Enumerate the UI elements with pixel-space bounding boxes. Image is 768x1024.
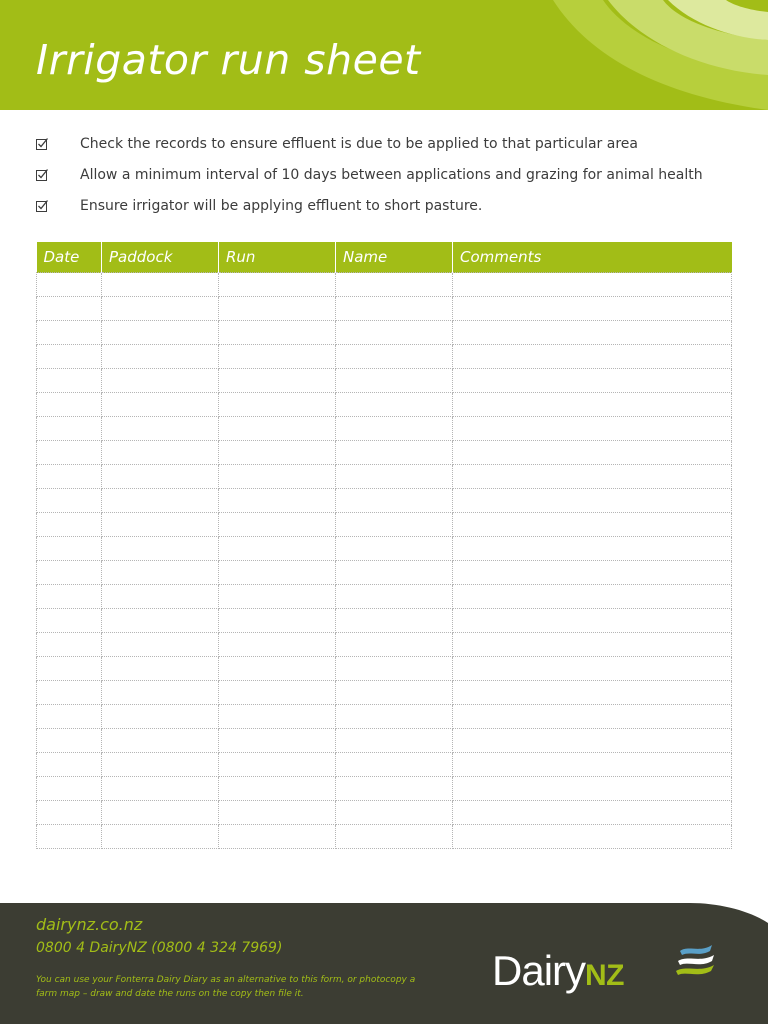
table-cell-run[interactable] [219,681,336,705]
table-cell-paddock[interactable] [102,657,219,681]
table-cell-comments[interactable] [453,297,732,321]
table-cell-name[interactable] [336,705,453,729]
table-row [37,465,732,489]
table-cell-run[interactable] [219,537,336,561]
table-row [37,273,732,297]
table-cell-paddock[interactable] [102,321,219,345]
table-cell-date[interactable] [37,777,102,801]
run-sheet-table [36,242,732,849]
table-cell-run[interactable] [219,705,336,729]
table-cell-paddock[interactable] [102,465,219,489]
table-cell-date[interactable] [37,753,102,777]
table-cell-comments[interactable] [453,345,732,369]
checklist-item [36,128,736,159]
column-header-paddock: Paddock [102,242,219,273]
table-cell-name[interactable] [336,825,453,849]
page-title: Irrigator run sheet [36,36,421,84]
table-cell-paddock[interactable] [102,441,219,465]
table-cell-comments[interactable] [453,801,732,825]
table-cell-date[interactable] [37,513,102,537]
table-cell-comments[interactable] [453,369,732,393]
table-cell-date[interactable] [37,705,102,729]
checklist [36,128,736,221]
table-cell-name[interactable] [336,657,453,681]
table-cell-comments[interactable] [453,729,732,753]
table-cell-run[interactable] [219,609,336,633]
table-cell-comments[interactable] [453,585,732,609]
table-cell-name[interactable] [336,417,453,441]
table-row [37,585,732,609]
table-cell-name[interactable] [336,753,453,777]
table-row [37,609,732,633]
table-row [37,489,732,513]
checklist-item-text: Check the records to ensure effluent is due to be applied to that particular area [80,135,638,152]
table-cell-paddock[interactable] [102,537,219,561]
table-cell-comments[interactable] [453,321,732,345]
table-cell-run[interactable] [219,273,336,297]
table-cell-name[interactable] [336,801,453,825]
table-cell-paddock[interactable] [102,297,219,321]
table-cell-run[interactable] [219,633,336,657]
table-cell-date[interactable] [37,393,102,417]
logo-word-nz: NZ [585,959,625,992]
column-header-run: Run [219,242,336,273]
table-cell-date[interactable] [37,585,102,609]
table-cell-paddock[interactable] [102,729,219,753]
table-cell-run[interactable] [219,657,336,681]
table-cell-run[interactable] [219,801,336,825]
table-cell-paddock[interactable] [102,777,219,801]
table-row [37,657,732,681]
table-cell-comments[interactable] [453,753,732,777]
table-row [37,561,732,585]
table-row [37,393,732,417]
table-row [37,369,732,393]
table-cell-date[interactable] [37,369,102,393]
table-cell-name[interactable] [336,513,453,537]
table-cell-date[interactable] [37,801,102,825]
table-cell-run[interactable] [219,441,336,465]
table-cell-name[interactable] [336,321,453,345]
footer-phone: 0800 4 DairyNZ (0800 4 324 7969) [36,940,283,956]
table-cell-comments[interactable] [453,489,732,513]
table-cell-date[interactable] [37,489,102,513]
table-cell-date[interactable] [37,321,102,345]
table-cell-run[interactable] [219,297,336,321]
table-cell-run[interactable] [219,393,336,417]
table-cell-name[interactable] [336,609,453,633]
table-cell-date[interactable] [37,537,102,561]
table-cell-run[interactable] [219,561,336,585]
table-cell-comments[interactable] [453,825,732,849]
table-cell-date[interactable] [37,561,102,585]
table-cell-name[interactable] [336,273,453,297]
table-cell-name[interactable] [336,345,453,369]
dairynz-wave-icon [676,943,716,979]
table-cell-comments[interactable] [453,777,732,801]
table-cell-paddock[interactable] [102,345,219,369]
table-cell-run[interactable] [219,777,336,801]
table-row [37,345,732,369]
table-cell-run[interactable] [219,729,336,753]
checklist-item-text: Allow a minimum interval of 10 days between applications and grazing for animal health [80,166,703,183]
table-row [37,753,732,777]
column-header-date: Date [37,242,102,273]
table-cell-name[interactable] [336,561,453,585]
footer-note: You can use your Fonterra Dairy Diary as an alternative to this form, or photocopy a farm map – draw and date the runs on the copy then file it. [36,975,416,999]
table-cell-name[interactable] [336,681,453,705]
table-cell-comments[interactable] [453,609,732,633]
table-cell-comments[interactable] [453,681,732,705]
table-cell-paddock[interactable] [102,633,219,657]
table-cell-paddock[interactable] [102,825,219,849]
table-cell-name[interactable] [336,489,453,513]
table-row [37,321,732,345]
header-swoosh-decoration [548,0,768,110]
checkbox-checked-icon [36,169,48,181]
column-header-name: Name [336,242,453,273]
table-cell-date[interactable] [37,465,102,489]
table-cell-comments[interactable] [453,561,732,585]
table-cell-paddock[interactable] [102,801,219,825]
page-footer [0,903,768,1024]
table-row [37,633,732,657]
column-header-comments: Comments [453,242,732,273]
table-cell-paddock[interactable] [102,753,219,777]
table-cell-date[interactable] [37,345,102,369]
table-cell-comments[interactable] [453,465,732,489]
checkbox-checked-icon [36,138,48,150]
table-cell-comments[interactable] [453,513,732,537]
table-cell-run[interactable] [219,321,336,345]
table-cell-paddock[interactable] [102,609,219,633]
table-cell-run[interactable] [219,585,336,609]
table-cell-run[interactable] [219,345,336,369]
table-row [37,777,732,801]
table-cell-run[interactable] [219,369,336,393]
table-cell-run[interactable] [219,825,336,849]
table-cell-name[interactable] [336,297,453,321]
page-header [0,0,768,110]
checklist-item [36,159,736,190]
table-cell-paddock[interactable] [102,585,219,609]
table-cell-comments[interactable] [453,393,732,417]
table-row [37,729,732,753]
table-cell-run[interactable] [219,465,336,489]
table-row [37,417,732,441]
table-row [37,297,732,321]
table-cell-paddock[interactable] [102,513,219,537]
table-cell-comments[interactable] [453,273,732,297]
dairynz-logo [492,943,722,1003]
table-cell-comments[interactable] [453,705,732,729]
table-row [37,705,732,729]
table-cell-name[interactable] [336,537,453,561]
table-cell-date[interactable] [37,273,102,297]
table-cell-name[interactable] [336,585,453,609]
table-cell-paddock[interactable] [102,273,219,297]
table-cell-date[interactable] [37,441,102,465]
table-row [37,441,732,465]
table-cell-name[interactable] [336,465,453,489]
table-cell-name[interactable] [336,729,453,753]
table-cell-date[interactable] [37,297,102,321]
table-cell-comments[interactable] [453,633,732,657]
checklist-item [36,190,736,221]
table-cell-comments[interactable] [453,537,732,561]
table-cell-comments[interactable] [453,657,732,681]
checkbox-checked-icon [36,200,48,212]
table-cell-date[interactable] [37,417,102,441]
table-cell-paddock[interactable] [102,489,219,513]
table-cell-paddock[interactable] [102,393,219,417]
table-cell-run[interactable] [219,513,336,537]
table-cell-run[interactable] [219,753,336,777]
table-cell-name[interactable] [336,441,453,465]
table-row [37,825,732,849]
table-row [37,681,732,705]
logo-word-dairy: Dairy [492,947,586,994]
footer-website: dairynz.co.nz [36,915,143,934]
table-cell-name[interactable] [336,393,453,417]
checklist-item-text: Ensure irrigator will be applying effluent to short pasture. [80,197,483,214]
table-cell-name[interactable] [336,633,453,657]
table-cell-date[interactable] [37,609,102,633]
table-cell-date[interactable] [37,633,102,657]
table-cell-date[interactable] [37,825,102,849]
table-cell-paddock[interactable] [102,561,219,585]
table-cell-name[interactable] [336,369,453,393]
table-cell-paddock[interactable] [102,369,219,393]
table-cell-run[interactable] [219,417,336,441]
table-cell-paddock[interactable] [102,417,219,441]
table-body [37,273,732,849]
table-cell-run[interactable] [219,489,336,513]
table-cell-date[interactable] [37,681,102,705]
table-cell-comments[interactable] [453,417,732,441]
table-cell-paddock[interactable] [102,705,219,729]
table-row [37,513,732,537]
table-cell-date[interactable] [37,729,102,753]
table-row [37,801,732,825]
table-row [37,537,732,561]
table-cell-name[interactable] [336,777,453,801]
table-cell-date[interactable] [37,657,102,681]
logo-wordmark [492,947,624,995]
table-cell-comments[interactable] [453,441,732,465]
table-header-row [37,242,732,273]
table-cell-paddock[interactable] [102,681,219,705]
